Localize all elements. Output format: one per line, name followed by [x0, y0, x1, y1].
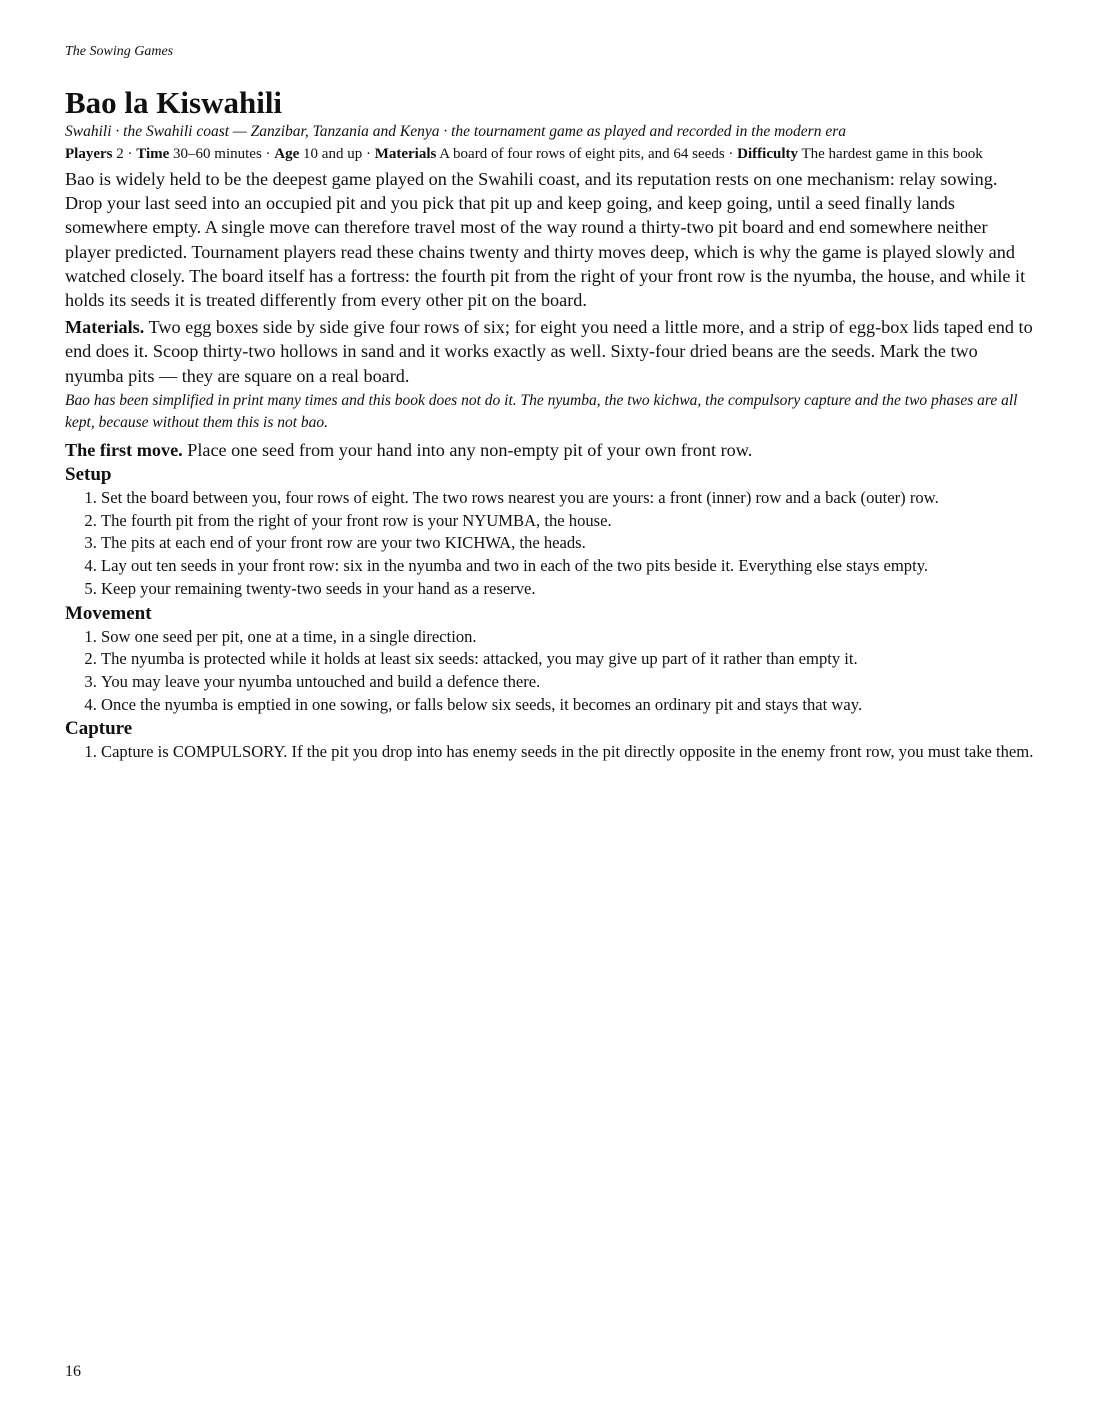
players-value: 2	[116, 146, 124, 162]
meta-separator: ·	[261, 146, 275, 162]
running-head: The Sowing Games	[65, 44, 174, 59]
page-content	[65, 42, 1035, 764]
game-meta	[65, 144, 1035, 164]
time-label: Time	[136, 146, 170, 162]
list-item: 1. Capture is COMPULSORY. If the pit you drop into has enemy seeds in the pit directly opposite in the enemy front row, you must take them.	[101, 741, 1035, 764]
materials-run-in: Materials.	[65, 317, 145, 338]
players-label: Players	[65, 146, 113, 162]
intro-paragraph: Bao is widely held to be the deepest game played on the Swahili coast, and its reputation rests on one mechanism: relay sowing. Drop your last seed into an occupied pit and you pick that pit up and keep going, and keep going, until a seed finally lands somewhere empty. A single move can therefore travel most of the way round a thirty-two pit board and end somewhere neither player predicted. Tournament players read these chains twenty and thirty moves deep, which is why the game is played slowly and watched closely. The board itself has a fortress: the fourth pit from the right of your front row is the nyumba, the house, and while it holds its seeds it is treated differently from every other pit on the board.	[65, 169, 1026, 311]
list-item: 3. You may leave your nyumba untouched and build a defence there.	[101, 671, 1035, 694]
difficulty-label: Difficulty	[737, 146, 798, 162]
editorial-note: Bao has been simplified in print many times and this book does not do it. The nyumba, the two kichwa, the compulsory capture and the two phases are all kept, because without them this is not bao.	[65, 391, 1018, 432]
first-move-text: Place one seed from your hand into any non-empty pit of your own front row.	[182, 439, 753, 460]
list-item: 2. The fourth pit from the right of your front row is your NYUMBA, the house.	[101, 510, 1035, 533]
list-item: 1. Set the board between you, four rows of eight. The two rows nearest you are yours: a front (inner) row and a back (outer) row.	[101, 487, 1035, 510]
age-value: 10 and up	[303, 146, 363, 162]
meta-separator: ·	[123, 146, 137, 162]
capture-list	[65, 741, 1035, 764]
section-heading-setup: Setup	[65, 464, 112, 486]
subtitle: Swahili · the Swahili coast — Zanzibar, Tanzania and Kenya · the tournament game as played and recorded in the modern era	[65, 123, 846, 140]
age-label: Age	[274, 146, 300, 162]
materials-label: Materials	[374, 146, 437, 162]
list-item: 2. The nyumba is protected while it holds at least six seeds: attacked, you may give up part of it rather than empty it.	[101, 648, 1035, 671]
page-title: Bao la Kiswahili	[65, 85, 283, 120]
first-move-paragraph	[65, 438, 1035, 462]
time-value: 30–60 minutes	[173, 146, 262, 162]
materials-paragraph	[65, 315, 1035, 388]
first-move-run-in: The first move.	[65, 439, 183, 460]
difficulty-value: The hardest game in this book	[801, 146, 983, 162]
section-heading-movement: Movement	[65, 602, 152, 624]
meta-separator: ·	[724, 146, 738, 162]
meta-separator: ·	[362, 146, 375, 162]
section-heading-capture: Capture	[65, 718, 133, 740]
list-item: 5. Keep your remaining twenty-two seeds in your hand as a reserve.	[101, 578, 1035, 601]
setup-list	[65, 487, 1035, 601]
list-item: 4. Lay out ten seeds in your front row: six in the nyumba and two in each of the two pits beside it. Everything else stays empty.	[101, 555, 1035, 578]
list-item: 3. The pits at each end of your front row are your two KICHWA, the heads.	[101, 532, 1035, 555]
list-item: 1. Sow one seed per pit, one at a time, in a single direction.	[101, 626, 1035, 649]
materials-value: A board of four rows of eight pits, and 64 seeds	[439, 146, 725, 162]
materials-text: Two egg boxes side by side give four rows of six; for eight you need a little more, and a strip of egg-box lids taped end to end does it. Scoop thirty-two hollows in sand and it works exactly as well. Sixty-four dried beans are the seeds. Mark the two nyumba pits — they are square on a real board.	[65, 317, 1033, 386]
list-item: 4. Once the nyumba is emptied in one sowing, or falls below six seeds, it becomes an ordinary pit and stays that way.	[101, 694, 1035, 717]
page-number: 16	[65, 1363, 81, 1380]
movement-list	[65, 626, 1035, 717]
